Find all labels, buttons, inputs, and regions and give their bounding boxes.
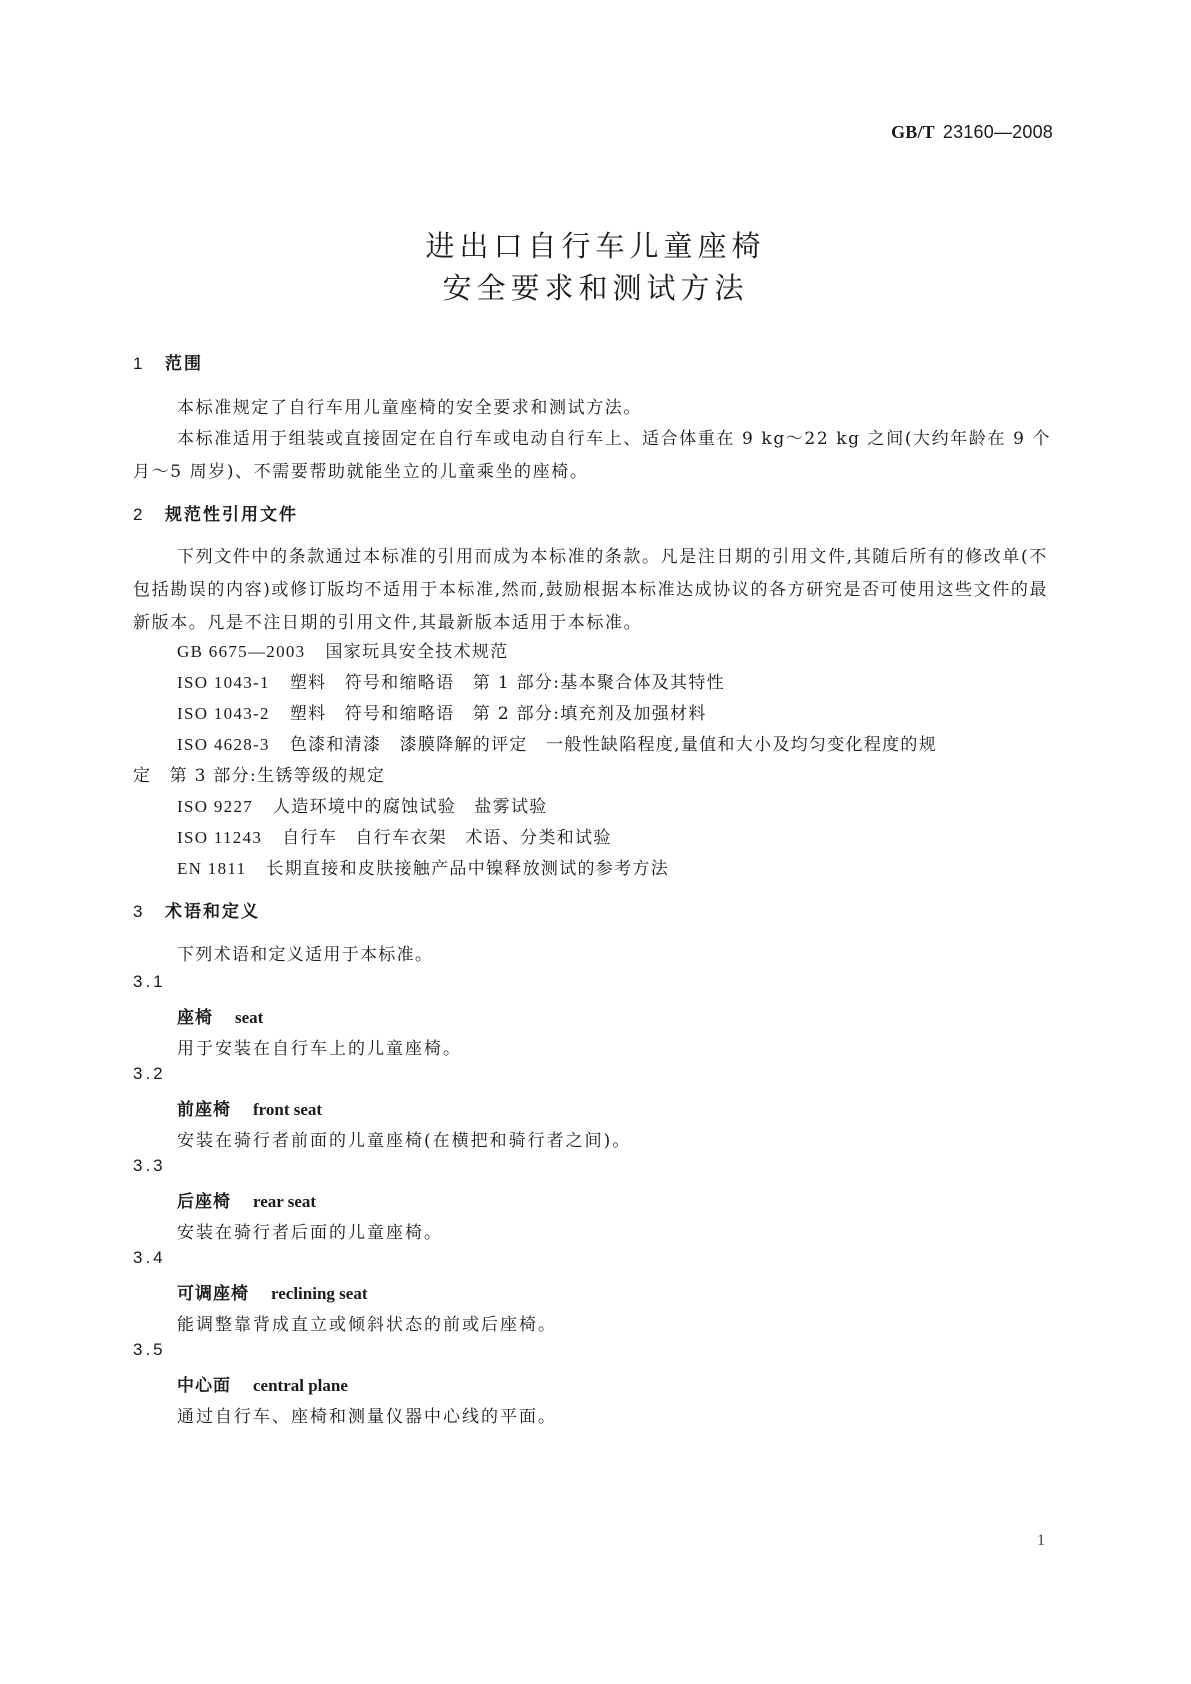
reference-item xyxy=(177,730,937,755)
section-heading-terms xyxy=(133,897,260,922)
scope-paragraph-1: 本标准规定了自行车用儿童座椅的安全要求和测试方法。 xyxy=(177,398,642,418)
term-definition: 安装在骑行者前面的儿童座椅(在横把和骑行者之间)。 xyxy=(177,1131,632,1151)
reference-item xyxy=(177,854,669,879)
reference-item-continuation: 定 第 3 部分:生锈等级的规定 xyxy=(133,766,386,786)
term-definition: 能调整靠背成直立或倾斜状态的前或后座椅。 xyxy=(177,1315,557,1335)
reference-item xyxy=(177,823,612,848)
term-en: reclining seat xyxy=(271,1284,368,1303)
term-number: 3.3 xyxy=(133,1156,166,1175)
term-heading xyxy=(177,1279,367,1304)
section-title: 范围 xyxy=(165,354,203,374)
reference-code: ISO 1043-2 xyxy=(177,704,270,723)
term-en: seat xyxy=(235,1008,264,1027)
reference-code: ISO 9227 xyxy=(177,797,254,816)
term-definition: 安装在骑行者后面的儿童座椅。 xyxy=(177,1223,443,1243)
reference-title: 色漆和清漆 漆膜降解的评定 一般性缺陷程度,量值和大小及均匀变化程度的规 xyxy=(289,735,938,755)
term-en: rear seat xyxy=(253,1192,317,1211)
reference-item xyxy=(177,792,548,817)
term-number: 3.2 xyxy=(133,1064,166,1083)
reference-item xyxy=(177,637,508,662)
term-number: 3.5 xyxy=(133,1340,166,1359)
term-zh: 前座椅 xyxy=(177,1100,231,1120)
reference-code: EN 1811 xyxy=(177,859,247,878)
term-en: central plane xyxy=(253,1376,348,1395)
reference-code: ISO 4628-3 xyxy=(177,735,270,754)
term-zh: 中心面 xyxy=(177,1376,231,1396)
reference-title: 长期直接和皮肤接触产品中镍释放测试的参考方法 xyxy=(266,859,669,879)
section-number: 1 xyxy=(133,354,145,373)
reference-title: 人造环境中的腐蚀试验 盐雾试验 xyxy=(273,797,548,817)
term-definition: 用于安装在自行车上的儿童座椅。 xyxy=(177,1039,462,1059)
standard-code xyxy=(891,122,1053,143)
section-title: 术语和定义 xyxy=(165,902,260,922)
term-number: 3.4 xyxy=(133,1248,166,1267)
reference-title: 塑料 符号和缩略语 第 1 部分:基本聚合体及其特性 xyxy=(289,673,725,693)
normative-references-intro: 下列文件中的条款通过本标准的引用而成为本标准的条款。凡是注日期的引用文件,其随后所有的修改单(不包括勘误的内容)或修订版均不适用于本标准,然而,鼓励根据本标准达成协议的各方研究是否可使用这些文件的最新版本。凡是不注日期的引用文件,其最新版本适用于本标准。 xyxy=(133,547,1049,633)
term-zh: 后座椅 xyxy=(177,1192,231,1212)
reference-code: GB 6675—2003 xyxy=(177,642,306,661)
term-heading xyxy=(177,1187,316,1212)
reference-title: 自行车 自行车衣架 术语、分类和试验 xyxy=(282,828,612,848)
term-zh: 可调座椅 xyxy=(177,1284,249,1304)
terms-intro: 下列术语和定义适用于本标准。 xyxy=(177,945,434,965)
term-definition: 通过自行车、座椅和测量仪器中心线的平面。 xyxy=(177,1407,557,1427)
standard-number: 23160—2008 xyxy=(942,122,1053,142)
term-en: front seat xyxy=(253,1100,323,1119)
page-number: 1 xyxy=(1037,1532,1045,1549)
reference-code: ISO 1043-1 xyxy=(177,673,270,692)
term-heading xyxy=(177,1003,263,1028)
reference-item xyxy=(177,668,725,693)
section-heading-normative-references xyxy=(133,500,298,525)
section-heading-scope xyxy=(133,349,203,374)
section-title: 规范性引用文件 xyxy=(165,505,298,525)
term-heading xyxy=(177,1095,322,1120)
section-number: 3 xyxy=(133,902,145,921)
section-number: 2 xyxy=(133,505,145,524)
standard-prefix: GB/T xyxy=(891,122,935,142)
reference-title: 塑料 符号和缩略语 第 2 部分:填充剂及加强材料 xyxy=(289,704,707,724)
term-heading xyxy=(177,1371,348,1396)
reference-item xyxy=(177,699,707,724)
document-title-line2: 安全要求和测试方法 xyxy=(442,271,749,305)
reference-title: 国家玩具安全技术规范 xyxy=(325,642,509,662)
reference-code: ISO 11243 xyxy=(177,828,263,847)
document-title-line1: 进出口自行车儿童座椅 xyxy=(425,229,766,263)
scope-paragraph-2: 本标准适用于组装或直接固定在自行车或电动自行车上、适合体重在 9 kg～22 kg 之间(大约年龄在 9 个月～5 周岁)、不需要帮助就能坐立的儿童乘坐的座椅。 xyxy=(133,429,1052,482)
term-zh: 座椅 xyxy=(177,1008,213,1028)
term-number: 3.1 xyxy=(133,972,166,991)
